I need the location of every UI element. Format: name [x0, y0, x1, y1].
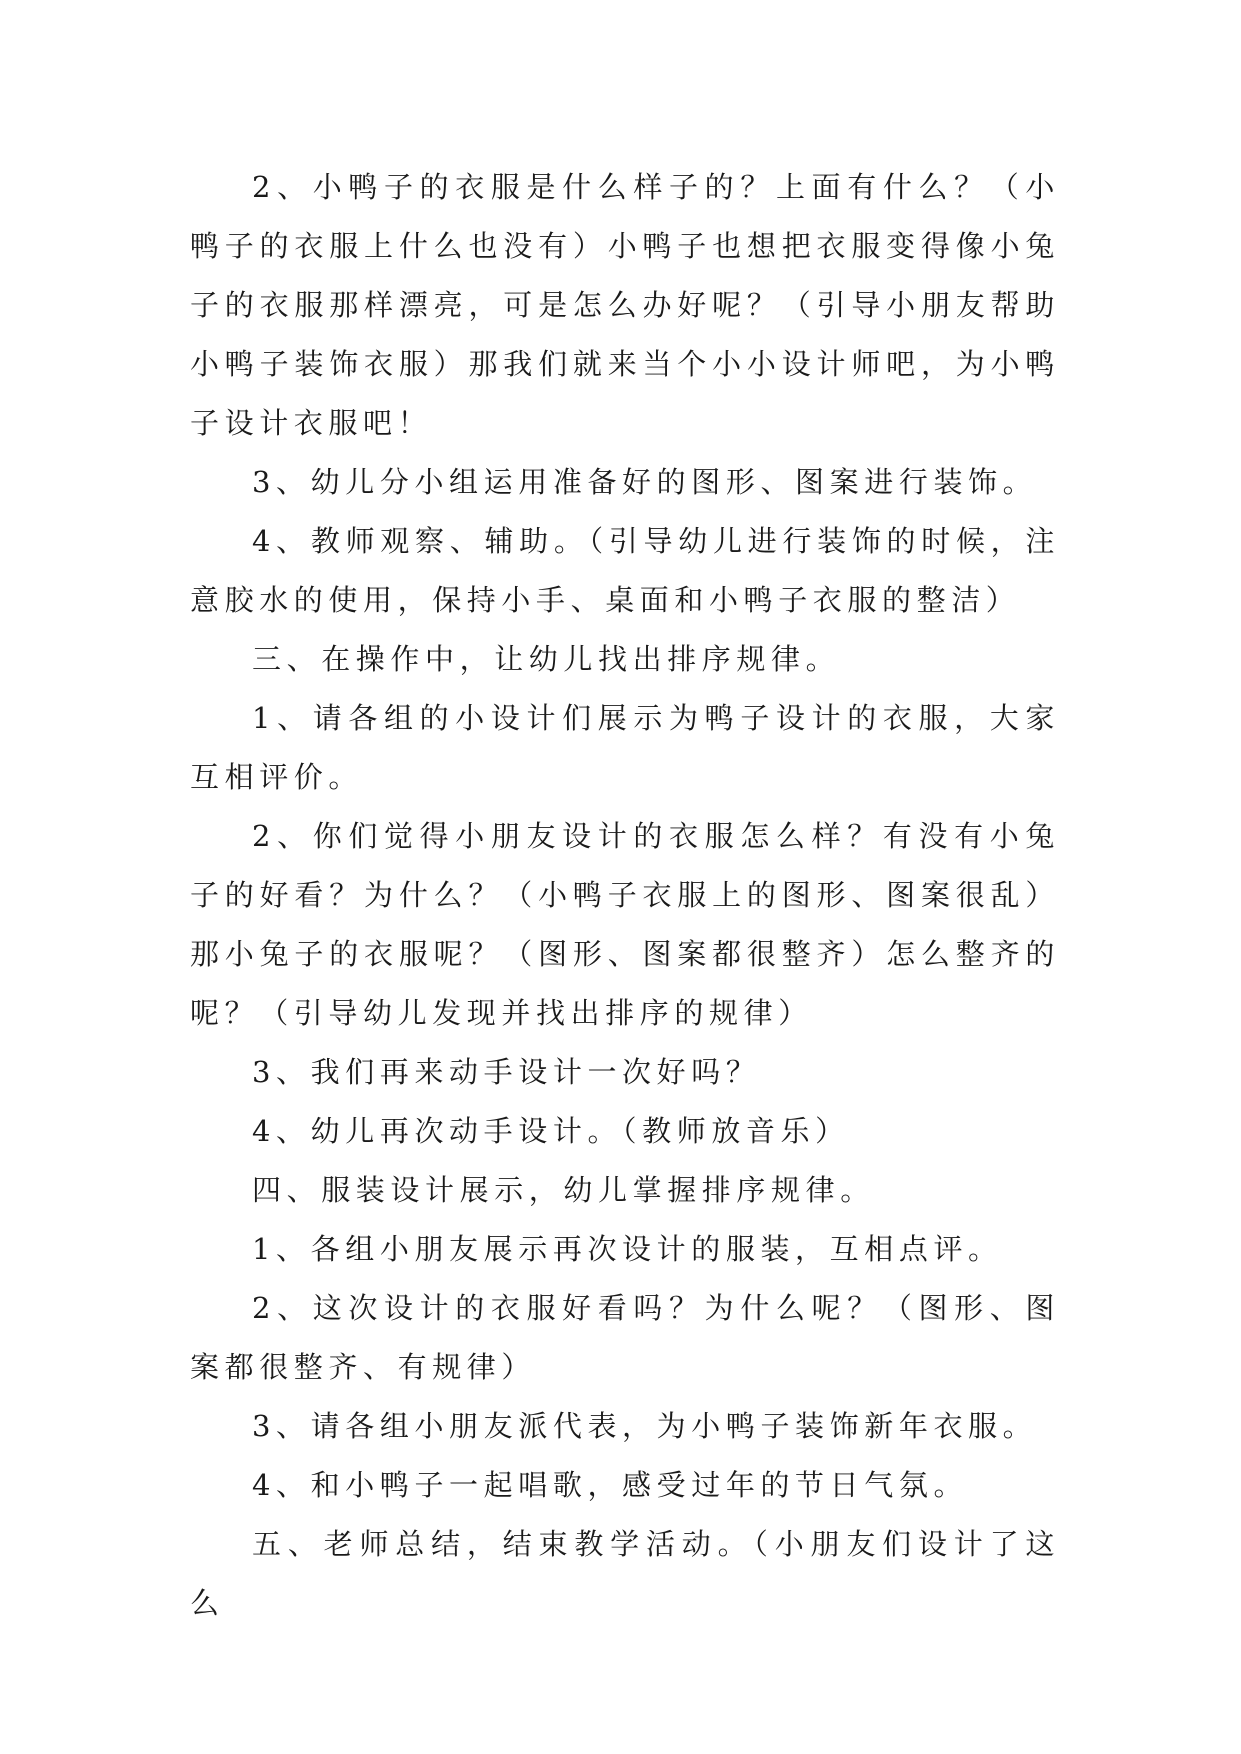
paragraph: 4、和小鸭子一起唱歌，感受过年的节日气氛。: [252, 1468, 969, 1502]
paragraph: 2、小鸭子的衣服是什么样子的？上面有什么？（小鸭子的衣服上什么也没有）小鸭子也想把衣服变得像小兔子的衣服那样漂亮，可是怎么办好呢？（引导小朋友帮助小鸭子装饰衣服）那我们就来当个小小设计师吧，为小鸭子设计衣服吧！: [190, 170, 1060, 440]
section-heading: 五、老师总结，结束教学活动。（小朋友们设计了这么: [190, 1527, 1060, 1620]
paragraph: 2、这次设计的衣服好看吗？为什么呢？（图形、图案都很整齐、有规律）: [190, 1291, 1060, 1384]
paragraph: 1、请各组的小设计们展示为鸭子设计的衣服，大家互相评价。: [190, 701, 1060, 794]
document-body: [190, 158, 1060, 1633]
paragraph: 4、幼儿再次动手设计。（教师放音乐）: [252, 1114, 850, 1148]
section-heading: 三、在操作中，让幼儿找出排序规律。: [252, 642, 841, 676]
paragraph: 2、你们觉得小朋友设计的衣服怎么样？有没有小兔子的好看？为什么？（小鸭子衣服上的图形、图案很乱）那小兔子的衣服呢？（图形、图案都很整齐）怎么整齐的呢？（引导幼儿发现并找出排序的规律）: [190, 819, 1060, 1030]
paragraph: 3、幼儿分小组运用准备好的图形、图案进行装饰。: [252, 465, 1038, 499]
paragraph: 4、教师观察、辅助。（引导幼儿进行装饰的时候，注意胶水的使用，保持小手、桌面和小鸭子衣服的整洁）: [190, 524, 1060, 617]
paragraph: 3、请各组小朋友派代表，为小鸭子装饰新年衣服。: [252, 1409, 1038, 1443]
paragraph: 1、各组小朋友展示再次设计的服装，互相点评。: [252, 1232, 1003, 1266]
section-heading: 四、服装设计展示，幼儿掌握排序规律。: [252, 1173, 875, 1207]
paragraph: 3、我们再来动手设计一次好吗？: [252, 1055, 761, 1089]
